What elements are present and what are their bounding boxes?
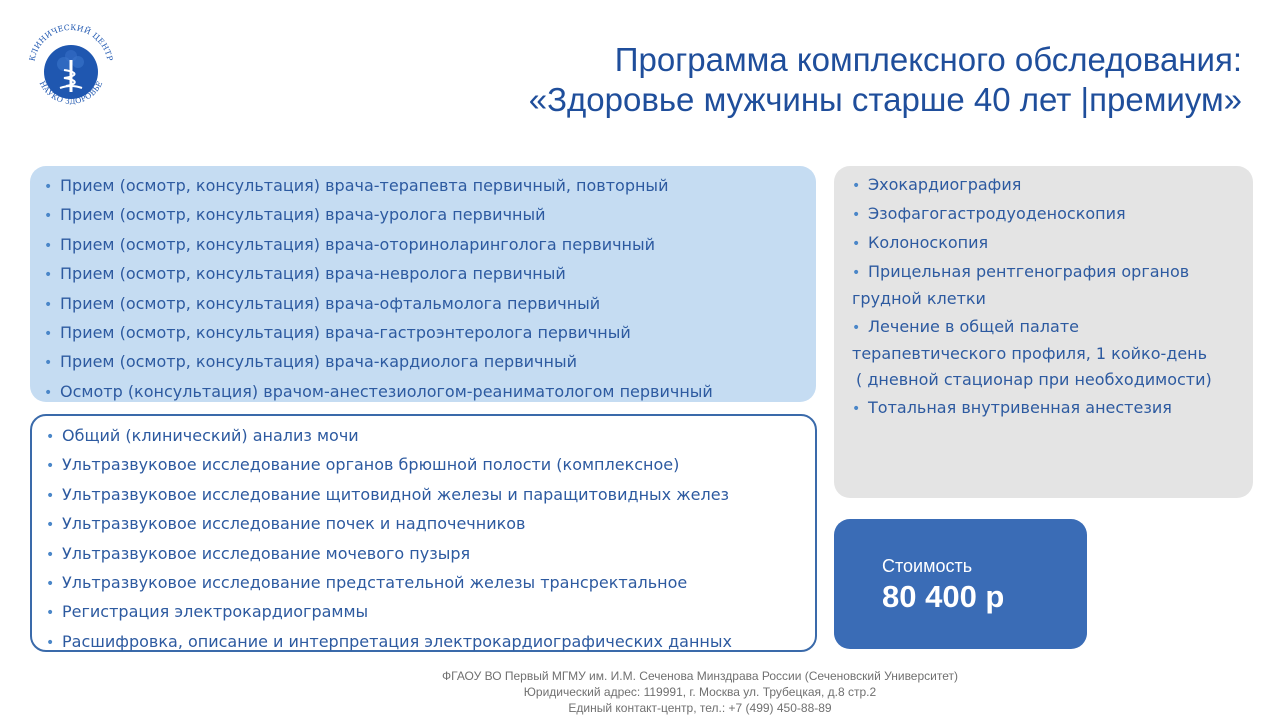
list-item: • Ультразвуковое исследование щитовидной железы и паращитовидных желез [46,481,815,510]
bullet-icon: • [852,178,861,194]
list-item: • Колоноскопия [852,230,1245,257]
bullet-icon: • [44,355,53,372]
bullet-icon: • [44,296,53,313]
page-title [342,40,1242,120]
list-item: • Прием (осмотр, консультация) врача-офтальмолога первичный [44,290,816,319]
footer [300,668,1100,716]
logo-text-top: КЛИНИЧЕСКИЙ ЦЕНТР [27,22,115,62]
list-item: • Эзофагогастродуоденоскопия [852,201,1245,228]
bullet-icon: • [852,401,861,417]
bullet-icon: • [46,429,55,445]
list-item: • Тотальная внутривенная анестезия [852,395,1245,422]
list-item: • Прием (осмотр, консультация) врача-оториноларинголога первичный [44,231,816,260]
bullet-icon: • [46,634,55,651]
list-item: • Расшифровка, описание и интерпретация электрокардиографических данных [46,628,815,657]
bullet-icon: • [44,237,53,254]
list-item: • Прием (осмотр, консультация) врача-гастроэнтеролога первичный [44,319,816,348]
bullet-icon: • [852,207,861,223]
list-item: • Общий (клинический) анализ мочи [46,422,815,451]
procedures-panel [834,166,1253,498]
bullet-icon: • [852,320,861,336]
title-line-1: Программа комплексного обследования: [614,41,1242,78]
footer-org: ФГАОУ ВО Первый МГМУ им. И.М. Сеченова Минздрава России (Сеченовский Университет) [442,669,958,683]
title-line-2: «Здоровье мужчины старше 40 лет |премиум» [528,81,1242,118]
bullet-icon: • [44,326,53,343]
bullet-icon: • [46,605,55,622]
bullet-icon: • [852,265,861,281]
bullet-icon: • [46,487,55,504]
footer-address: Юридический адрес: 119991, г. Москва ул. Трубецкая, д.8 стр.2 [523,685,877,699]
list-item: • Прием (осмотр, консультация) врача-невролога первичный [44,260,816,289]
bullet-icon: • [44,208,53,225]
list-item: • Прием (осмотр, консультация) врача-кардиолога первичный [44,348,816,377]
bullet-icon: • [44,267,53,284]
bullet-icon: • [44,179,53,195]
bullet-icon: • [46,576,55,593]
bullet-icon: • [46,546,55,563]
list-item: • Ультразвуковое исследование органов брюшной полости (комплексное) [46,451,815,480]
procedures-list [852,172,1245,422]
list-item: • Осмотр (консультация) врачом-анестезиологом-реаниматологом первичный [44,378,816,407]
consultations-list [44,172,816,407]
tests-list [46,422,815,657]
footer-contact: Единый контакт-центр, тел.: +7 (499) 450-88-89 [568,701,832,715]
bullet-icon: • [852,236,861,252]
list-item: • Прицельная рентгенография органов грудной клетки [852,262,1190,308]
tests-panel [30,414,817,652]
logo-text-bottom: НАУКО ЗДОРОВЬЕ [37,79,105,106]
list-item: • Лечение в общей палате терапевтического профиля, 1 койко-день ( дневной стационар при необходимости) [852,317,1212,389]
bullet-icon: • [46,458,55,475]
clinic-logo [24,20,118,114]
consultations-panel [30,166,816,402]
list-item: • Эхокардиография [852,172,1245,199]
price-label: Стоимость [882,556,973,576]
list-item: • Ультразвуковое исследование мочевого пузыря [46,540,815,569]
price-panel [834,519,1087,649]
bullet-icon: • [46,517,55,534]
list-item: • Прием (осмотр, консультация) врача-уролога первичный [44,201,816,230]
bullet-icon: • [44,384,53,401]
list-item: • Ультразвуковое исследование почек и надпочечников [46,510,815,539]
list-item: • Ультразвуковое исследование предстательной железы трансректальное [46,569,815,598]
list-item: • Регистрация электрокардиограммы [46,598,815,627]
list-item: • Прием (осмотр, консультация) врача-терапевта первичный, повторный [44,172,816,201]
clinic-logo-emblem [24,20,118,114]
price-value: 80 400 р [882,579,1005,614]
